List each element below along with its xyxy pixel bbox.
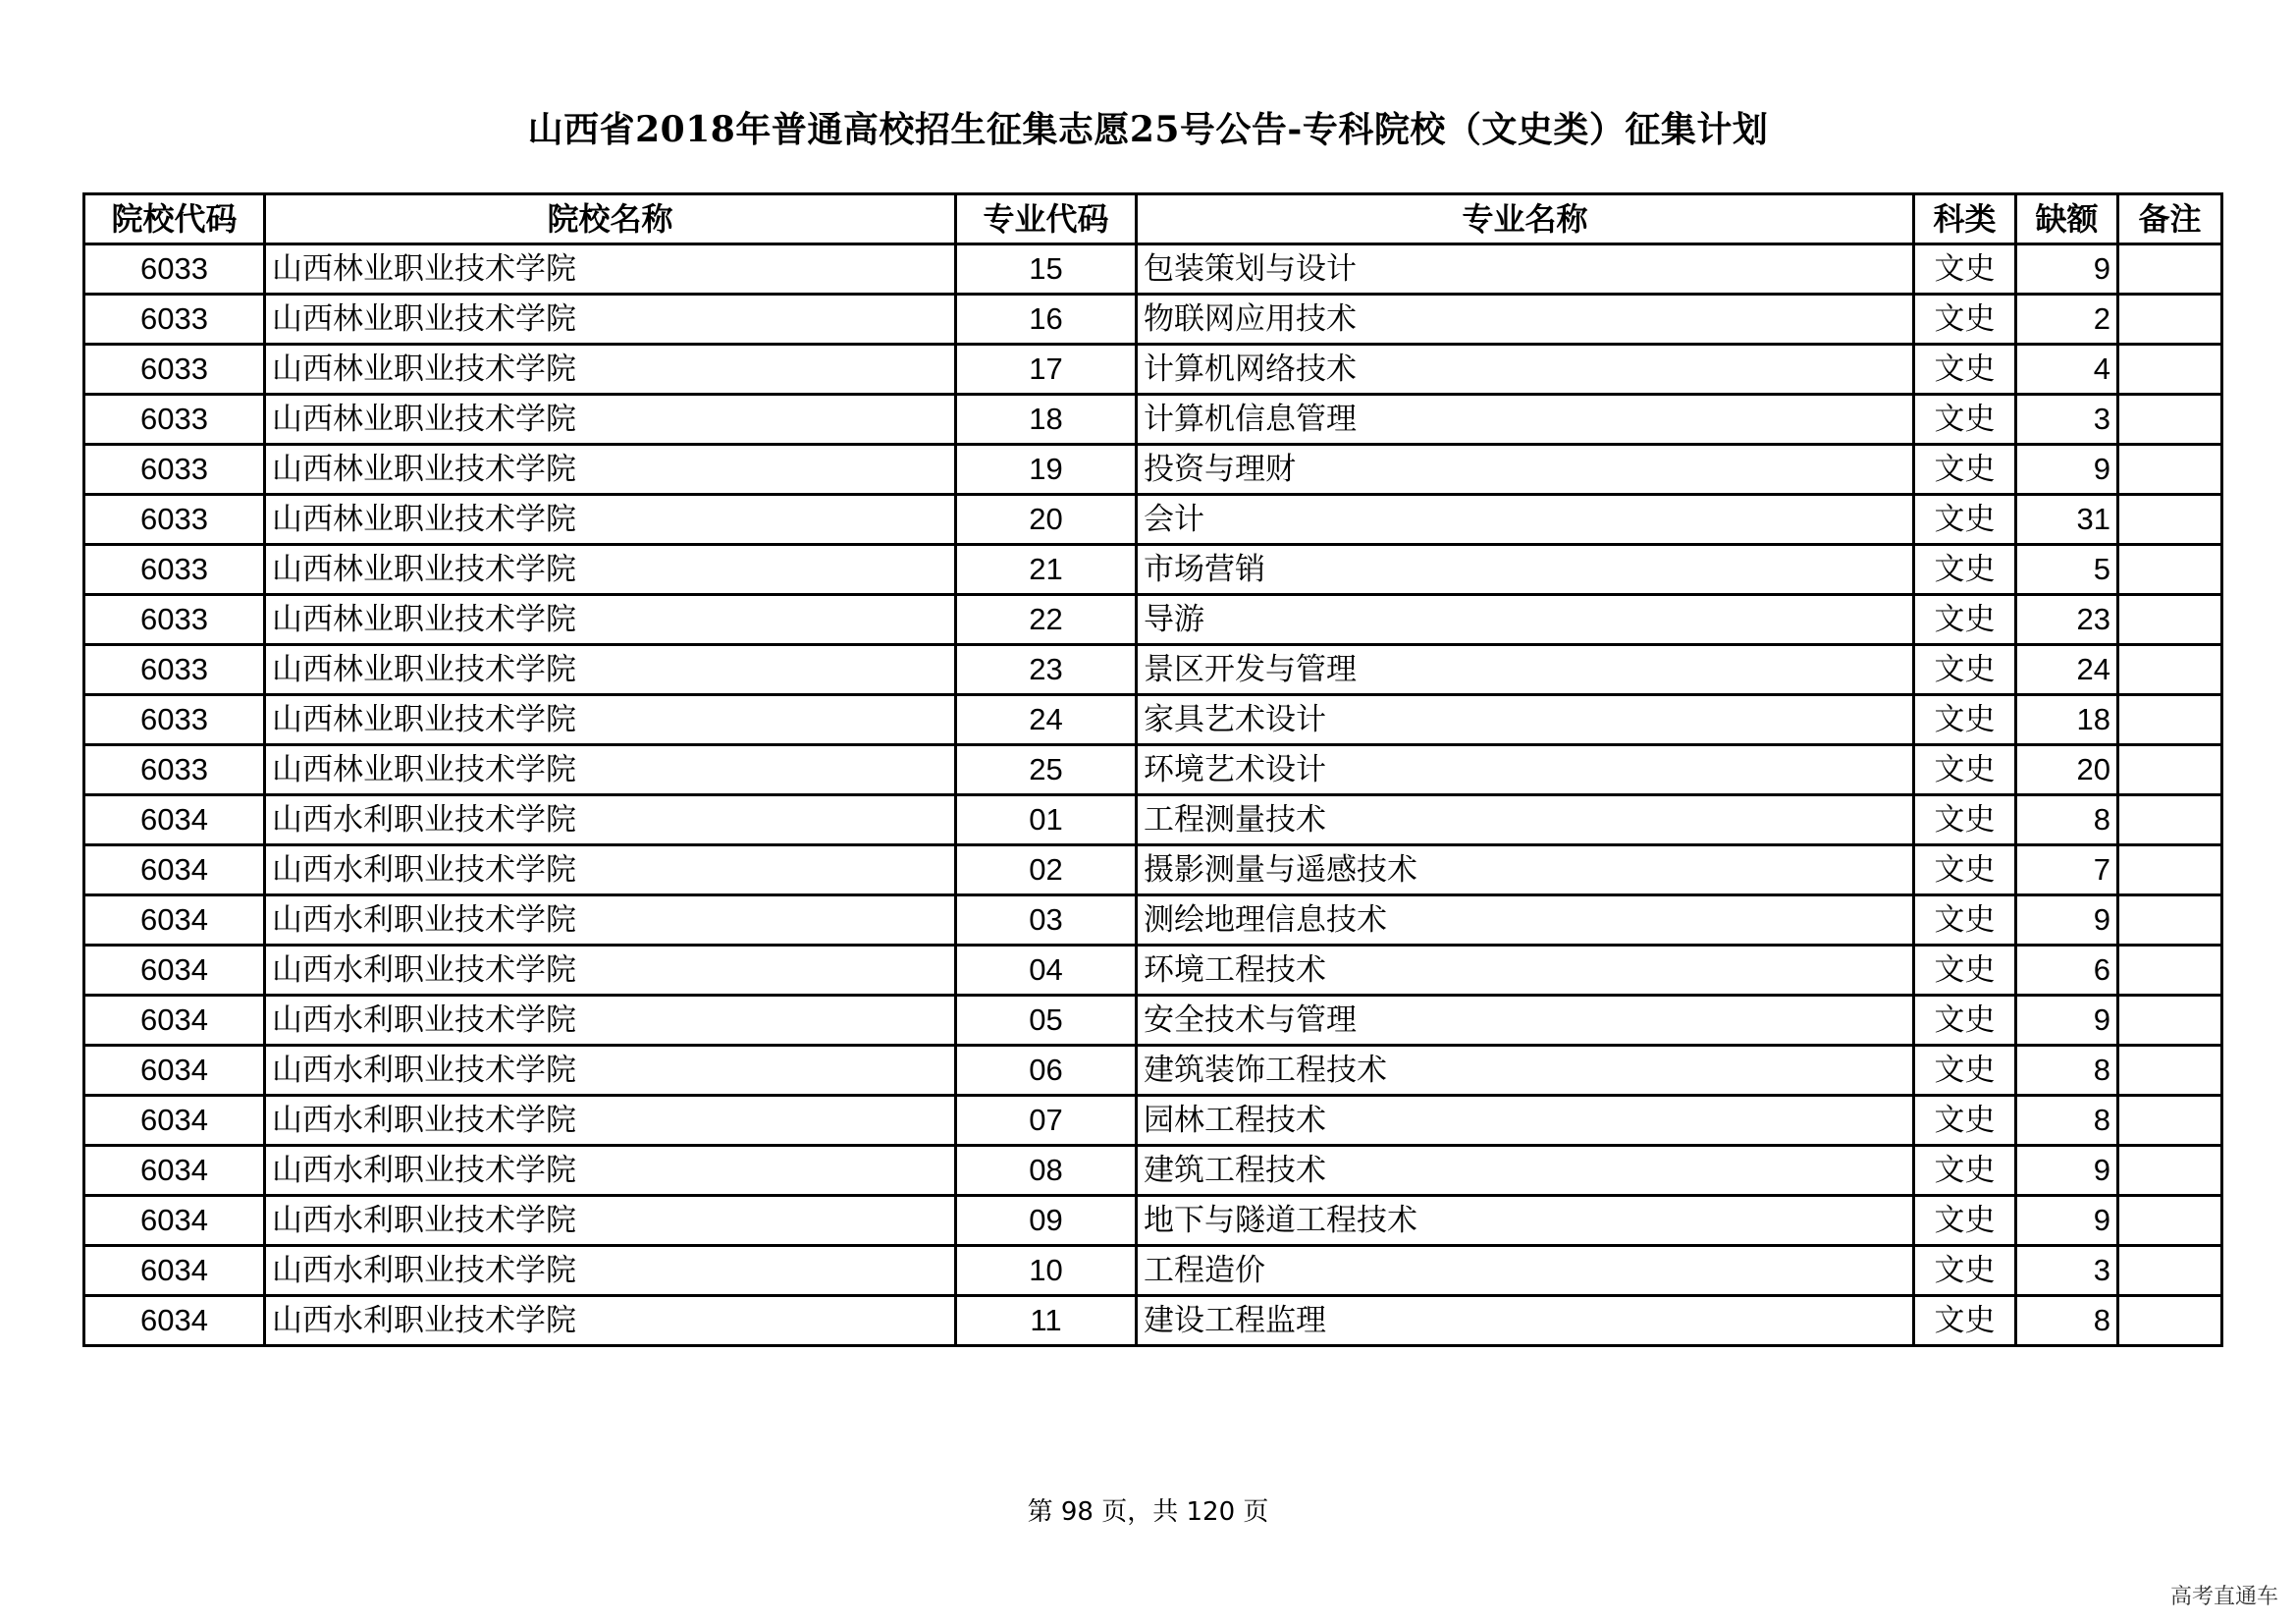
cell-major-code: 02 <box>956 845 1137 895</box>
watermark: 高考直通车 <box>2169 1585 2278 1609</box>
table-row <box>84 445 2222 495</box>
cell-school-name: 山西水利职业技术学院 <box>265 1146 956 1196</box>
cell-notes <box>2118 345 2222 395</box>
cell-school-code: 6034 <box>84 1196 265 1246</box>
header-school-name: 院校名称 <box>265 194 956 244</box>
cell-school-name: 山西水利职业技术学院 <box>265 996 956 1046</box>
cell-category: 文史 <box>1914 996 2016 1046</box>
cell-school-code: 6034 <box>84 845 265 895</box>
page-title: 山西省2018年普通高校招生征集志愿25号公告-专科院校（文史类）征集计划 <box>527 109 1769 150</box>
table-row <box>84 1196 2222 1246</box>
table-row <box>84 345 2222 395</box>
cell-major-name: 计算机网络技术 <box>1137 345 1914 395</box>
cell-category: 文史 <box>1914 295 2016 345</box>
cell-notes <box>2118 996 2222 1046</box>
cell-school-code: 6034 <box>84 1046 265 1096</box>
table-row <box>84 1246 2222 1296</box>
cell-major-name: 工程测量技术 <box>1137 795 1914 845</box>
cell-major-code: 22 <box>956 595 1137 645</box>
cell-notes <box>2118 1196 2222 1246</box>
table-row <box>84 545 2222 595</box>
cell-school-name: 山西水利职业技术学院 <box>265 1246 956 1296</box>
cell-school-name: 山西林业职业技术学院 <box>265 495 956 545</box>
cell-school-code: 6034 <box>84 895 265 946</box>
cell-major-code: 01 <box>956 795 1137 845</box>
cell-vacancies: 20 <box>2016 745 2118 795</box>
cell-notes <box>2118 545 2222 595</box>
cell-school-name: 山西林业职业技术学院 <box>265 244 956 295</box>
cell-major-code: 03 <box>956 895 1137 946</box>
cell-school-name: 山西林业职业技术学院 <box>265 595 956 645</box>
cell-major-name: 园林工程技术 <box>1137 1096 1914 1146</box>
cell-major-name: 投资与理财 <box>1137 445 1914 495</box>
header-notes: 备注 <box>2118 194 2222 244</box>
cell-major-code: 05 <box>956 996 1137 1046</box>
table-row <box>84 244 2222 295</box>
cell-notes <box>2118 1146 2222 1196</box>
cell-major-code: 06 <box>956 1046 1137 1096</box>
cell-category: 文史 <box>1914 745 2016 795</box>
table-row <box>84 895 2222 946</box>
cell-notes <box>2118 745 2222 795</box>
cell-major-name: 地下与隧道工程技术 <box>1137 1196 1914 1246</box>
cell-vacancies: 3 <box>2016 1246 2118 1296</box>
cell-school-name: 山西水利职业技术学院 <box>265 1046 956 1096</box>
cell-vacancies: 4 <box>2016 345 2118 395</box>
cell-school-code: 6033 <box>84 495 265 545</box>
cell-notes <box>2118 1096 2222 1146</box>
table-row <box>84 645 2222 695</box>
cell-notes <box>2118 1246 2222 1296</box>
cell-major-name: 环境艺术设计 <box>1137 745 1914 795</box>
cell-major-code: 10 <box>956 1246 1137 1296</box>
cell-major-code: 18 <box>956 395 1137 445</box>
cell-notes <box>2118 1296 2222 1346</box>
table-row <box>84 1296 2222 1346</box>
cell-category: 文史 <box>1914 445 2016 495</box>
cell-major-code: 15 <box>956 244 1137 295</box>
cell-category: 文史 <box>1914 1146 2016 1196</box>
cell-notes <box>2118 845 2222 895</box>
cell-school-name: 山西林业职业技术学院 <box>265 745 956 795</box>
cell-major-code: 25 <box>956 745 1137 795</box>
cell-vacancies: 8 <box>2016 1046 2118 1096</box>
cell-major-code: 20 <box>956 495 1137 545</box>
cell-category: 文史 <box>1914 1296 2016 1346</box>
cell-school-code: 6033 <box>84 244 265 295</box>
cell-school-code: 6034 <box>84 1096 265 1146</box>
cell-school-code: 6034 <box>84 795 265 845</box>
cell-school-name: 山西林业职业技术学院 <box>265 445 956 495</box>
cell-category: 文史 <box>1914 595 2016 645</box>
cell-notes <box>2118 295 2222 345</box>
cell-category: 文史 <box>1914 645 2016 695</box>
cell-notes <box>2118 495 2222 545</box>
cell-vacancies: 18 <box>2016 695 2118 745</box>
cell-category: 文史 <box>1914 795 2016 845</box>
cell-vacancies: 2 <box>2016 295 2118 345</box>
cell-category: 文史 <box>1914 244 2016 295</box>
cell-major-name: 环境工程技术 <box>1137 946 1914 996</box>
cell-notes <box>2118 895 2222 946</box>
cell-vacancies: 3 <box>2016 395 2118 445</box>
cell-category: 文史 <box>1914 1046 2016 1096</box>
cell-school-code: 6033 <box>84 395 265 445</box>
table-row <box>84 595 2222 645</box>
table-row <box>84 845 2222 895</box>
cell-major-code: 16 <box>956 295 1137 345</box>
header-category: 科类 <box>1914 194 2016 244</box>
cell-school-code: 6033 <box>84 345 265 395</box>
table-row <box>84 795 2222 845</box>
header-school-code: 院校代码 <box>84 194 265 244</box>
page-footer: 第 98 页，共 120 页 <box>1027 1497 1269 1527</box>
cell-category: 文史 <box>1914 545 2016 595</box>
cell-school-code: 6033 <box>84 595 265 645</box>
table-row <box>84 695 2222 745</box>
cell-category: 文史 <box>1914 845 2016 895</box>
cell-vacancies: 7 <box>2016 845 2118 895</box>
cell-major-name: 摄影测量与遥感技术 <box>1137 845 1914 895</box>
cell-school-code: 6033 <box>84 545 265 595</box>
cell-school-name: 山西林业职业技术学院 <box>265 695 956 745</box>
table-row <box>84 996 2222 1046</box>
cell-school-code: 6034 <box>84 1246 265 1296</box>
cell-vacancies: 9 <box>2016 244 2118 295</box>
cell-major-name: 建筑装饰工程技术 <box>1137 1046 1914 1096</box>
cell-vacancies: 24 <box>2016 645 2118 695</box>
cell-vacancies: 8 <box>2016 1096 2118 1146</box>
cell-major-name: 测绘地理信息技术 <box>1137 895 1914 946</box>
cell-notes <box>2118 795 2222 845</box>
cell-vacancies: 9 <box>2016 445 2118 495</box>
cell-major-code: 07 <box>956 1096 1137 1146</box>
table-row <box>84 946 2222 996</box>
cell-school-code: 6033 <box>84 445 265 495</box>
cell-major-name: 计算机信息管理 <box>1137 395 1914 445</box>
cell-school-code: 6034 <box>84 996 265 1046</box>
cell-school-code: 6034 <box>84 946 265 996</box>
cell-school-name: 山西林业职业技术学院 <box>265 545 956 595</box>
cell-school-code: 6033 <box>84 745 265 795</box>
cell-notes <box>2118 645 2222 695</box>
cell-major-name: 导游 <box>1137 595 1914 645</box>
cell-major-code: 19 <box>956 445 1137 495</box>
cell-category: 文史 <box>1914 695 2016 745</box>
cell-school-name: 山西水利职业技术学院 <box>265 1196 956 1246</box>
header-vacancies: 缺额 <box>2016 194 2118 244</box>
cell-major-name: 市场营销 <box>1137 545 1914 595</box>
cell-notes <box>2118 244 2222 295</box>
cell-notes <box>2118 1046 2222 1096</box>
cell-school-code: 6033 <box>84 695 265 745</box>
cell-vacancies: 9 <box>2016 996 2118 1046</box>
cell-major-name: 工程造价 <box>1137 1246 1914 1296</box>
cell-vacancies: 8 <box>2016 1296 2118 1346</box>
enrollment-plan-table <box>82 192 2223 1347</box>
cell-school-name: 山西水利职业技术学院 <box>265 795 956 845</box>
table-row <box>84 1146 2222 1196</box>
cell-school-name: 山西水利职业技术学院 <box>265 946 956 996</box>
cell-vacancies: 9 <box>2016 895 2118 946</box>
cell-school-name: 山西林业职业技术学院 <box>265 645 956 695</box>
cell-school-name: 山西水利职业技术学院 <box>265 1096 956 1146</box>
cell-category: 文史 <box>1914 495 2016 545</box>
table-row <box>84 495 2222 545</box>
table-body <box>84 244 2222 1346</box>
cell-major-name: 安全技术与管理 <box>1137 996 1914 1046</box>
cell-notes <box>2118 946 2222 996</box>
header-major-name: 专业名称 <box>1137 194 1914 244</box>
cell-major-code: 17 <box>956 345 1137 395</box>
cell-major-name: 会计 <box>1137 495 1914 545</box>
cell-school-name: 山西林业职业技术学院 <box>265 345 956 395</box>
cell-school-name: 山西水利职业技术学院 <box>265 895 956 946</box>
cell-major-name: 物联网应用技术 <box>1137 295 1914 345</box>
cell-vacancies: 5 <box>2016 545 2118 595</box>
cell-category: 文史 <box>1914 895 2016 946</box>
cell-major-name: 建筑工程技术 <box>1137 1146 1914 1196</box>
cell-major-name: 景区开发与管理 <box>1137 645 1914 695</box>
cell-vacancies: 8 <box>2016 795 2118 845</box>
table-header-row <box>84 194 2222 244</box>
table-row <box>84 295 2222 345</box>
cell-school-code: 6033 <box>84 645 265 695</box>
cell-school-name: 山西林业职业技术学院 <box>265 295 956 345</box>
cell-notes <box>2118 695 2222 745</box>
cell-category: 文史 <box>1914 345 2016 395</box>
cell-vacancies: 9 <box>2016 1196 2118 1246</box>
cell-major-name: 家具艺术设计 <box>1137 695 1914 745</box>
cell-major-code: 23 <box>956 645 1137 695</box>
cell-major-code: 21 <box>956 545 1137 595</box>
header-major-code: 专业代码 <box>956 194 1137 244</box>
table-row <box>84 1096 2222 1146</box>
cell-major-code: 24 <box>956 695 1137 745</box>
cell-vacancies: 6 <box>2016 946 2118 996</box>
cell-major-name: 包装策划与设计 <box>1137 244 1914 295</box>
cell-major-code: 09 <box>956 1196 1137 1246</box>
cell-notes <box>2118 595 2222 645</box>
table-row <box>84 1046 2222 1096</box>
table-row <box>84 745 2222 795</box>
cell-major-code: 11 <box>956 1296 1137 1346</box>
cell-category: 文史 <box>1914 1196 2016 1246</box>
cell-school-name: 山西水利职业技术学院 <box>265 1296 956 1346</box>
cell-major-code: 04 <box>956 946 1137 996</box>
cell-school-name: 山西水利职业技术学院 <box>265 845 956 895</box>
cell-category: 文史 <box>1914 946 2016 996</box>
cell-vacancies: 23 <box>2016 595 2118 645</box>
cell-vacancies: 9 <box>2016 1146 2118 1196</box>
cell-major-code: 08 <box>956 1146 1137 1196</box>
table-row <box>84 395 2222 445</box>
cell-notes <box>2118 445 2222 495</box>
cell-category: 文史 <box>1914 1246 2016 1296</box>
cell-school-code: 6033 <box>84 295 265 345</box>
cell-school-code: 6034 <box>84 1146 265 1196</box>
cell-notes <box>2118 395 2222 445</box>
cell-category: 文史 <box>1914 1096 2016 1146</box>
cell-school-code: 6034 <box>84 1296 265 1346</box>
cell-school-name: 山西林业职业技术学院 <box>265 395 956 445</box>
cell-vacancies: 31 <box>2016 495 2118 545</box>
cell-category: 文史 <box>1914 395 2016 445</box>
cell-major-name: 建设工程监理 <box>1137 1296 1914 1346</box>
